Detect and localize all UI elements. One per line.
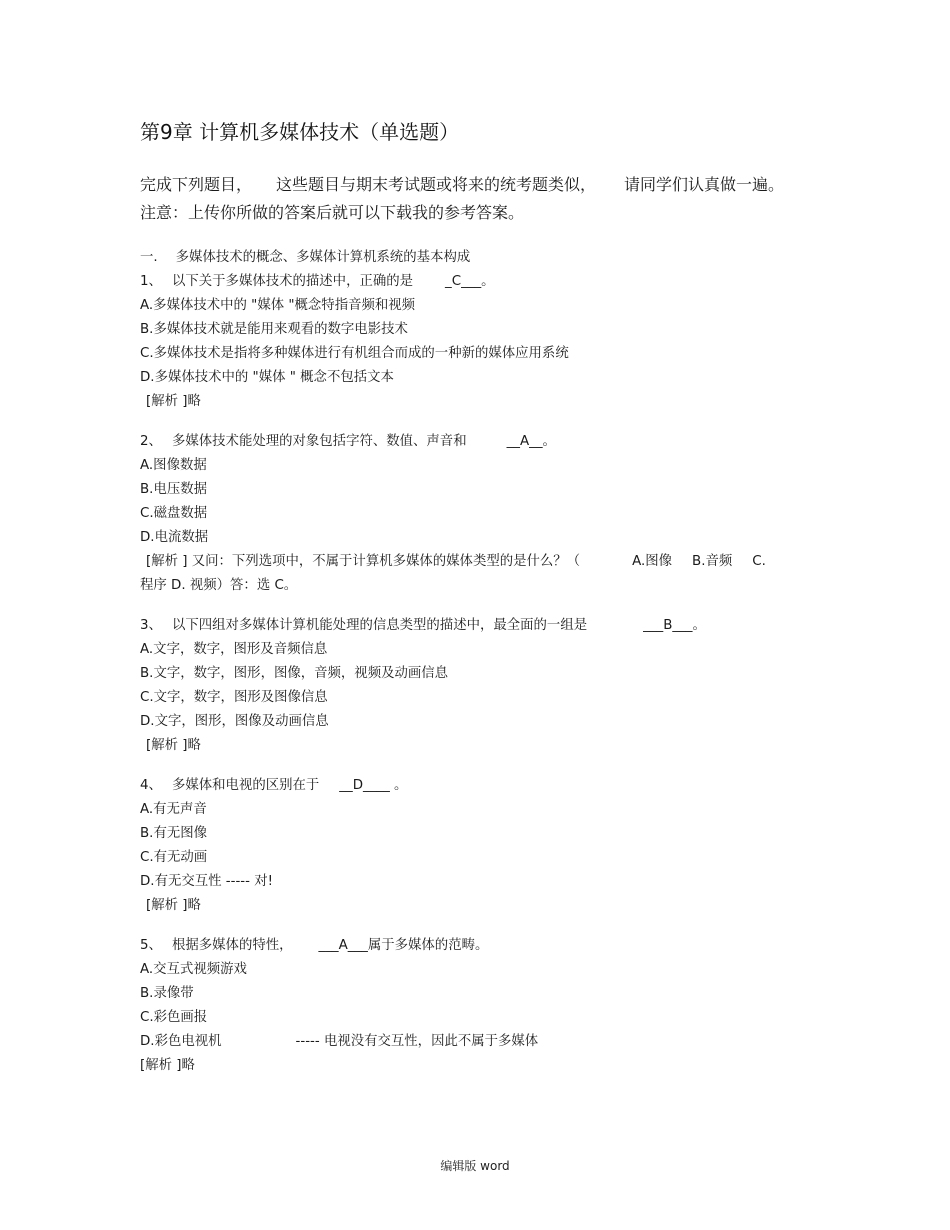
option-d — [140, 1030, 820, 1054]
option-d-text: D.彩色电视机 — [140, 1034, 222, 1049]
question-2 — [140, 430, 820, 454]
option-c: C.文字，数字，图形及图像信息 — [140, 690, 328, 705]
intro-text-a: 完成下列题目， — [140, 175, 253, 194]
question-stem: 多媒体和电视的区别在于 — [172, 778, 320, 793]
intro-line-2: 注意：上传你所做的答案后就可以下载我的参考答案。 — [140, 203, 525, 222]
option-c: C.磁盘数据 — [140, 506, 208, 521]
option-d: D.电流数据 — [140, 530, 209, 545]
answer-blank: ___B___。 — [643, 618, 706, 633]
option-b: B.文字，数字，图形，图像，音频，视频及动画信息 — [140, 666, 449, 681]
option-c: C.彩色画报 — [140, 1010, 208, 1025]
option-c: C.多媒体技术是指将多种媒体进行有机组合而成的一种新的媒体应用系统 — [140, 346, 569, 361]
answer-blank: _C___。 — [445, 274, 495, 289]
option-a: A.多媒体技术中的 "媒体 "概念特指音频和视频 — [140, 298, 416, 313]
question-stem: 根据多媒体的特性， — [172, 938, 293, 953]
question-number: 3、 — [140, 618, 162, 633]
section-title: 多媒体技术的概念、多媒体计算机系统的基本构成 — [175, 250, 471, 265]
explanation-option-b: B.音频 — [692, 554, 733, 569]
intro-text-c: 请同学们认真做一遍。 — [624, 175, 785, 194]
option-a: A.有无声音 — [140, 802, 207, 817]
question-1 — [140, 270, 820, 294]
option-b: B.多媒体技术就是能用来观看的数字电影技术 — [140, 322, 408, 337]
intro-line-1 — [140, 172, 784, 195]
option-b: B.电压数据 — [140, 482, 208, 497]
option-d: D.多媒体技术中的 "媒体 " 概念不包括文本 — [140, 370, 394, 385]
question-number: 4、 — [140, 778, 162, 793]
section-heading — [140, 246, 820, 270]
option-b: B.有无图像 — [140, 826, 208, 841]
option-a: A.文字，数字，图形及音频信息 — [140, 642, 328, 657]
question-number: 2、 — [140, 434, 162, 449]
question-stem: 以下关于多媒体技术的描述中，正确的是 — [172, 274, 414, 289]
section-label: 一. — [140, 250, 158, 265]
answer-blank: __A__。 — [506, 434, 556, 449]
explanation-line-1 — [140, 550, 820, 574]
explanation-line-2: 程序 D. 视频）答：选 C。 — [140, 578, 298, 593]
option-d-note: ----- 电视没有交互性，因此不属于多媒体 — [295, 1034, 539, 1049]
page-footer: 编辑版 word — [440, 1159, 510, 1173]
option-a: A.交互式视频游戏 — [140, 962, 247, 977]
option-d: D.有无交互性 ----- 对! — [140, 874, 273, 889]
question-3 — [140, 614, 820, 638]
question-5 — [140, 934, 820, 958]
question-4 — [140, 774, 820, 798]
question-stem: 以下四组对多媒体计算机能处理的信息类型的描述中，最全面的一组是 — [172, 618, 588, 633]
answer-blank: __D____ 。 — [339, 778, 408, 793]
explanation: [解析 ]略 — [146, 394, 201, 409]
question-list — [140, 246, 820, 1078]
option-b: B.录像带 — [140, 986, 194, 1001]
explanation-option-a: A.图像 — [632, 554, 673, 569]
explanation: [解析 ]略 — [146, 738, 201, 753]
question-number: 5、 — [140, 938, 162, 953]
option-d: D.文字，图形，图像及动画信息 — [140, 714, 329, 729]
answer-blank: ___A___属于多媒体的范畴。 — [318, 938, 489, 953]
explanation: [解析 ]略 — [146, 898, 201, 913]
explanation-option-c: C. — [752, 554, 766, 569]
question-number: 1、 — [140, 274, 162, 289]
explanation: [解析 ]略 — [140, 1058, 195, 1073]
option-a: A.图像数据 — [140, 458, 207, 473]
question-stem: 多媒体技术能处理的对象包括字符、数值、声音和 — [172, 434, 467, 449]
option-c: C.有无动画 — [140, 850, 208, 865]
intro-text-b: 这些题目与期末考试题或将来的统考题类似， — [276, 175, 597, 194]
page-title: 第9章 计算机多媒体技术（单选题） — [140, 120, 460, 144]
explanation-text: [解析 ] 又问：下列选项中，不属于计算机多媒体的媒体类型的是什么？（ — [146, 554, 581, 569]
